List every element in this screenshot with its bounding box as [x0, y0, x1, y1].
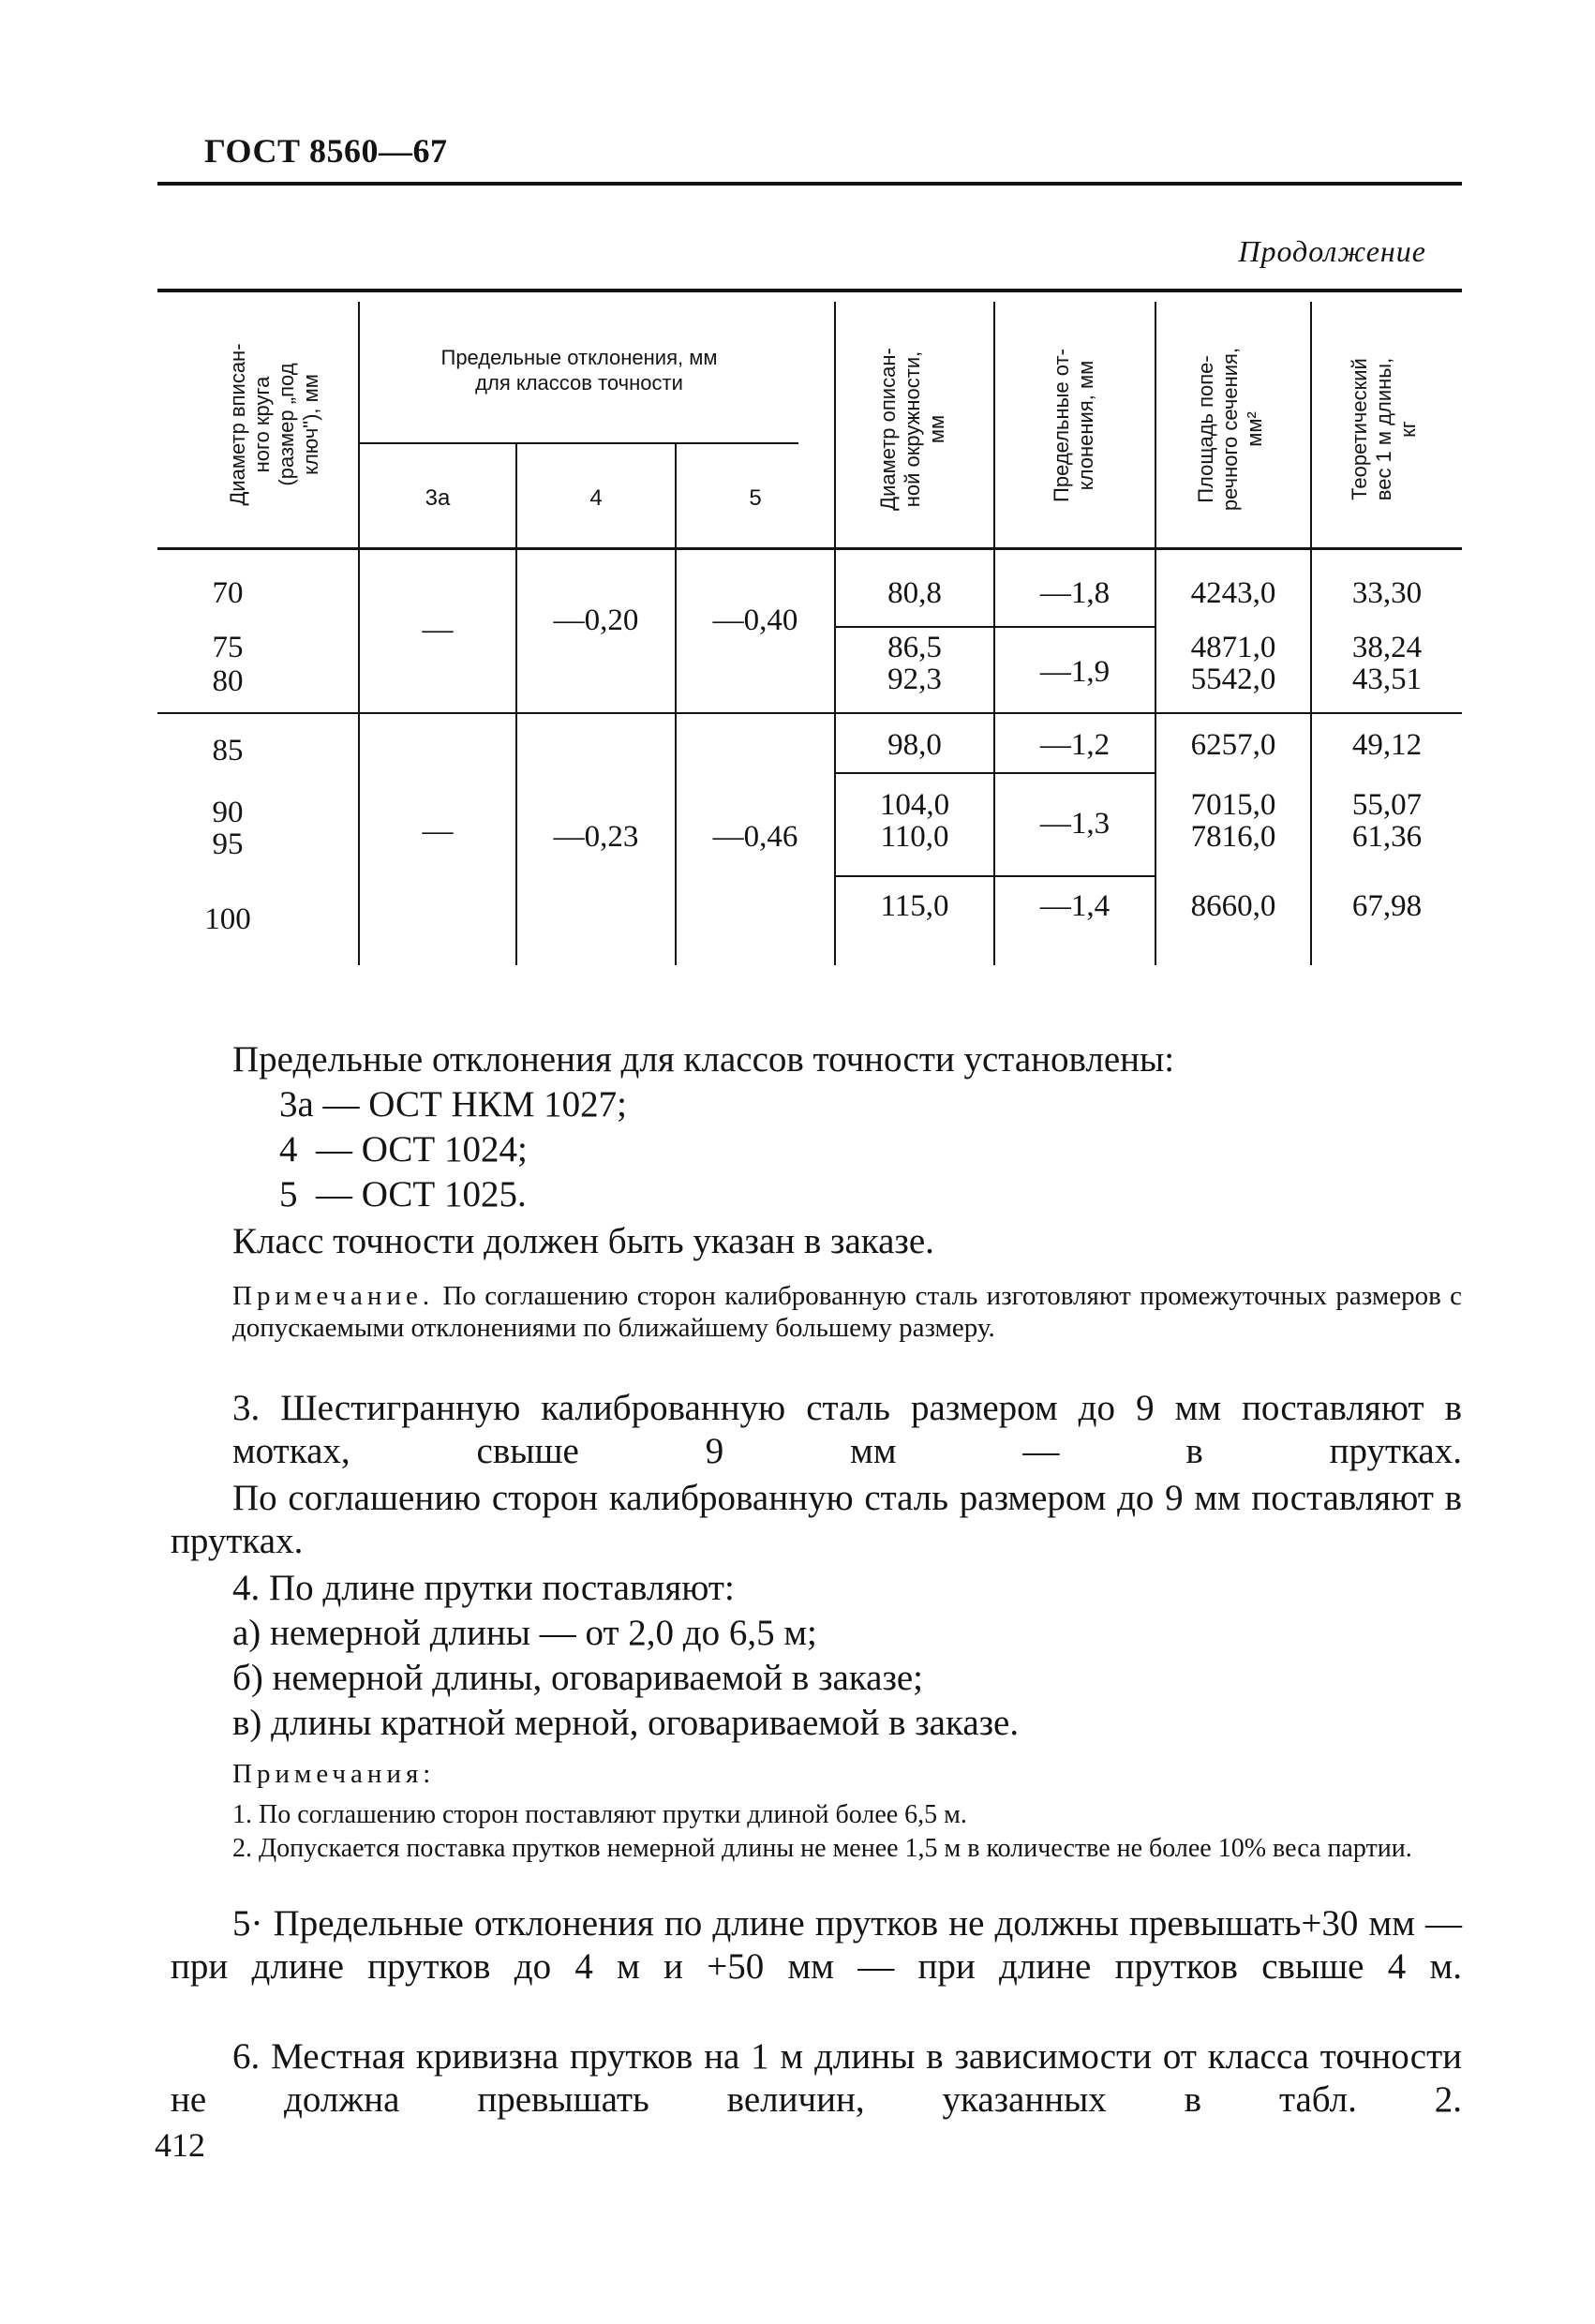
cell-size: 90	[212, 796, 244, 829]
row-rule	[836, 875, 1155, 877]
col-rule	[515, 444, 517, 965]
col-header-limit-deviations: Предельные отклонения, мм для классов точности	[440, 346, 718, 395]
row-rule	[836, 772, 1155, 774]
document-header: ГОСТ 8560—67	[204, 132, 448, 170]
class-5-standard: 5 — ОСТ 1025.	[279, 1174, 527, 1214]
col-header-class-4: 4	[589, 485, 603, 511]
col-header-class-5: 5	[749, 485, 762, 511]
col-header-inscribed-diameter: Диаметр вписан- ного круга (размер „под ключ"), мм	[226, 343, 322, 506]
note-1	[232, 1280, 1462, 1344]
notes-label: Примечания:	[232, 1759, 436, 1789]
note-b: 2. Допускается поставка прутков немерной длины не менее 1,5 м в количестве не более 10% веса партии.	[232, 1834, 1412, 1863]
cell-deviation: —1,8	[1039, 576, 1111, 610]
paragraph-5: 5· Предельные отклонения по длине прутков не должны превышать+30 мм — при длине прутков до 4 м и +50 мм — при длине прутков свыше 4 м.	[171, 1903, 1462, 1987]
cell-circumscribed-diameter: 98,0	[887, 728, 942, 762]
table-continuation-label: Продолжение	[1238, 234, 1426, 268]
cell-deviation: —1,2	[1039, 728, 1111, 762]
cell-area: 4871,0	[1190, 631, 1276, 664]
cell-circumscribed-diameter: 86,5 92,3	[887, 631, 942, 696]
cell-weight: 33,30	[1351, 576, 1423, 610]
paragraph-4c: в) длины кратной мерной, оговариваемой в заказе.	[232, 1703, 1020, 1743]
cell-area: 8660,0	[1190, 889, 1276, 923]
cell-weight: 67,98	[1351, 889, 1423, 923]
cell-area: 5542,0	[1190, 663, 1276, 696]
table-top-rule	[157, 289, 1462, 292]
class-3a-standard: 3а — ОСТ НКМ 1027;	[279, 1084, 627, 1125]
note-1-label: Примечание.	[232, 1281, 435, 1311]
col-header-class-3a: 3а	[425, 485, 451, 511]
note-1-text: По соглашению сторон калиброванную сталь изготовляют промежуточных размеров с допускаемыми отклонениями по ближайшему большему размеру.	[232, 1281, 1463, 1343]
col-header-area: Площадь попе- речного сечения, мм²	[1194, 347, 1266, 512]
cell-area: 7816,0	[1190, 820, 1276, 854]
header-split-rule	[360, 442, 798, 444]
col-header-limit-deviations-2: Предельные от- клонения, мм	[1050, 349, 1097, 502]
cell-deviation: —1,4	[1039, 889, 1111, 923]
cell-class-3a: —	[422, 814, 454, 848]
cell-weight: 38,24	[1351, 631, 1423, 664]
cell-weight: 55,07	[1351, 788, 1423, 822]
cell-weight: 43,51	[1351, 663, 1423, 696]
paragraph-3: 3. Шестигранную калиброванную сталь размером до 9 мм поставляют в мотках, свыше 9 мм — в прутках.	[232, 1388, 1462, 1471]
paragraph-4: 4. По длине прутки поставляют:	[232, 1568, 735, 1608]
paragraph-4b: б) немерной длины, оговариваемой в заказе;	[232, 1658, 924, 1698]
col-header-weight: Теоретический вес 1 м длины, кг	[1348, 357, 1420, 501]
cell-area: 6257,0	[1190, 728, 1276, 762]
col-rule	[993, 302, 995, 965]
group-separator-rule	[157, 712, 1462, 714]
note-a: 1. По соглашению сторон поставляют прутки длиной более 6,5 м.	[232, 1800, 967, 1829]
dimensions-table	[157, 289, 1462, 965]
cell-area: 7015,0	[1190, 788, 1276, 822]
row-rule	[836, 626, 1155, 628]
cell-deviation: —1,9	[1039, 655, 1111, 689]
header-rule	[157, 182, 1462, 186]
cell-size: 85	[212, 734, 244, 767]
paragraph-3b: По соглашению сторон калиброванную сталь размером до 9 мм поставляют в прутках.	[171, 1478, 1462, 1561]
cell-size: 70	[212, 576, 244, 610]
classes-intro: Предельные отклонения для классов точности установлены:	[232, 1039, 1175, 1080]
cell-size: 95	[212, 827, 244, 861]
cell-circumscribed-diameter: 115,0	[880, 889, 949, 923]
cell-circumscribed-diameter: 104,0 110,0	[879, 788, 950, 854]
col-rule	[675, 444, 677, 965]
paragraph-6: 6. Местная кривизна прутков на 1 м длины в зависимости от класса точности не должна превышать величин, указанных в табл. 2.	[171, 2036, 1462, 2120]
cell-area: 4243,0	[1190, 576, 1276, 610]
cell-size: 75	[212, 631, 244, 664]
col-header-circumscribed-diameter: Диаметр описан- ной окружности, мм	[876, 348, 948, 511]
cell-circumscribed-diameter: 80,8	[887, 576, 942, 610]
cell-class-4: —0,23	[553, 820, 639, 854]
cell-size: 100	[204, 902, 251, 936]
cell-deviation: —1,3	[1039, 807, 1111, 841]
class-order-note: Класс точности должен быть указан в заказе.	[232, 1221, 934, 1261]
paragraph-4a: а) немерной длины — от 2,0 до 6,5 м;	[232, 1613, 817, 1653]
cell-class-4: —0,20	[553, 603, 639, 637]
cell-weight: 61,36	[1351, 820, 1423, 854]
cell-class-3a: —	[422, 613, 454, 647]
cell-size: 80	[212, 664, 244, 698]
cell-weight: 49,12	[1351, 728, 1423, 762]
page-number: 412	[155, 2126, 205, 2164]
class-4-standard: 4 — ОСТ 1024;	[279, 1129, 528, 1169]
cell-class-5: —0,46	[712, 820, 798, 854]
cell-class-5: —0,40	[712, 603, 798, 637]
